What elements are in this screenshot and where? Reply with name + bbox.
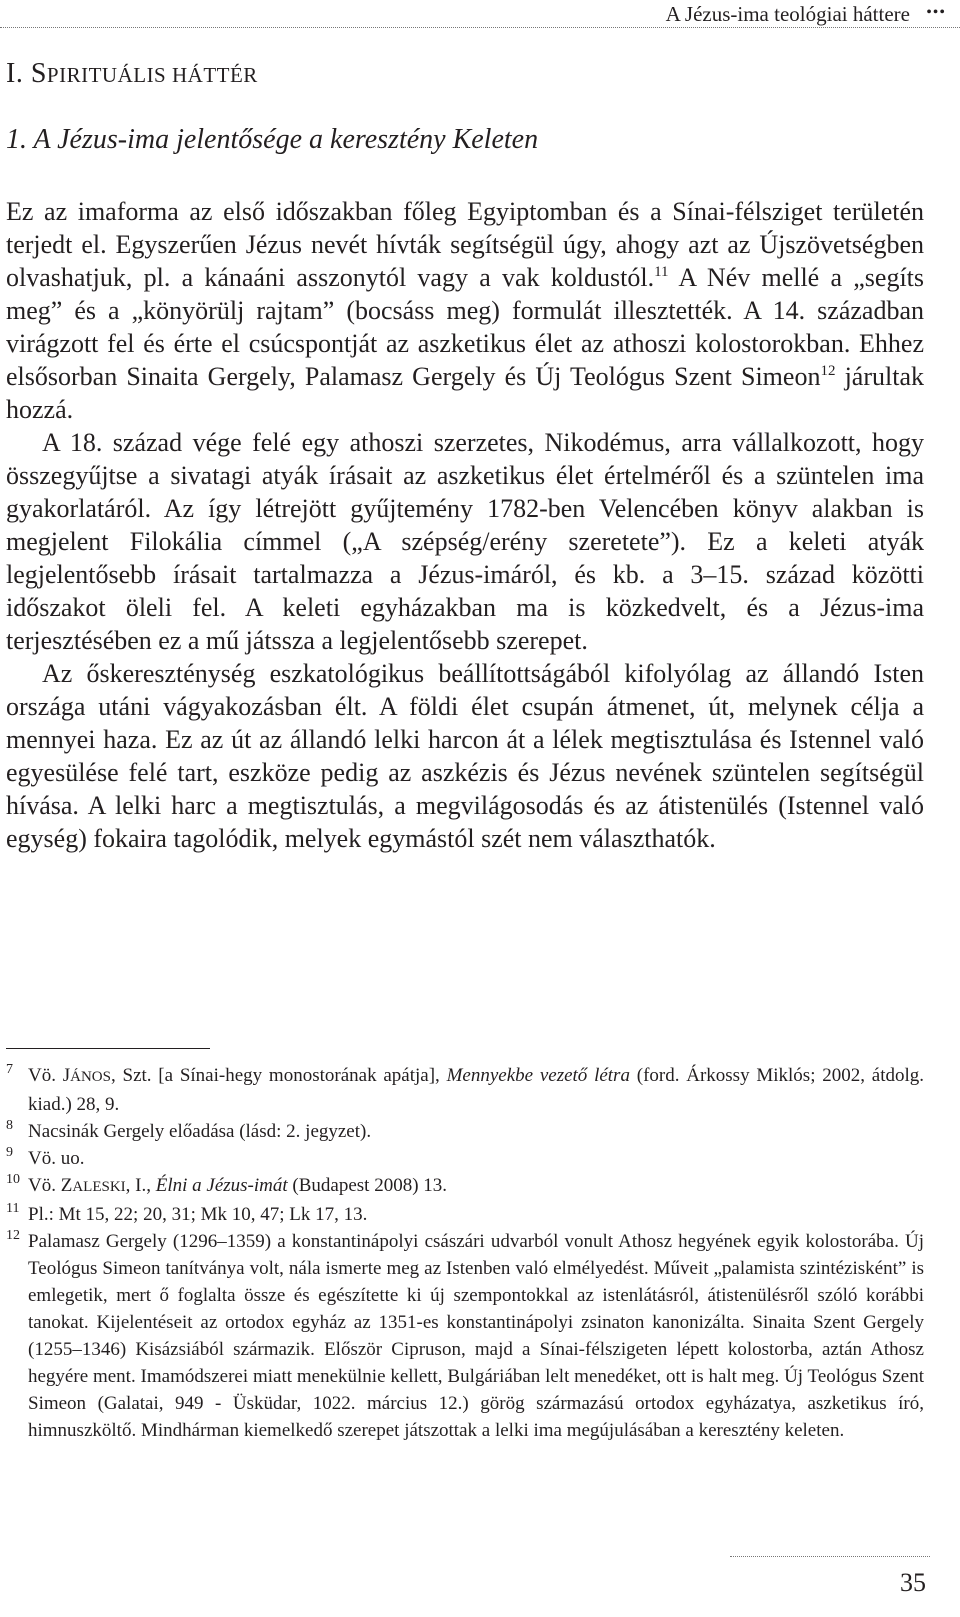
footnotes (6, 1062, 924, 1444)
footnote-text: Vö. J (28, 1065, 71, 1086)
ornament-dots-icon: ••• (926, 4, 946, 21)
footnote-number: 12 (6, 1228, 20, 1243)
footnote-9 (6, 1145, 924, 1172)
footnote-text: , I., (125, 1175, 156, 1196)
page-number-rule (730, 1556, 930, 1557)
body-text (6, 195, 924, 855)
footnote-11 (6, 1201, 924, 1228)
footnote-book-title: Mennyekbe vezető létra (446, 1065, 630, 1086)
footnote-text: Vö. Z (28, 1175, 73, 1196)
footnote-number: 11 (6, 1201, 20, 1216)
paragraph-text: A Név mellé a „segíts meg” és a „könyörülj rajtam” (bocsáss meg) formulát illesztették. A 14. században virágzott fel és érte el csúcspontját az aszketikus élet az athoszi kolostorokban. Ehhez elsősorban Sinaita Gergely, Palamasz Gergely és Új Teológus Szent Simeon (6, 263, 925, 391)
footnote-rule (6, 1048, 210, 1049)
running-head: A Jézus-ima teológiai háttere (665, 2, 910, 26)
footnote-number: 10 (6, 1172, 20, 1187)
paragraph-text: járultak hozzá. (6, 362, 924, 424)
footnote-text: , Szt. [a Sínai-hegy monostorának apátja], (110, 1065, 447, 1086)
footnote-8 (6, 1118, 924, 1145)
footnote-10 (6, 1172, 924, 1201)
footnote-text: (ford. Árkossy Miklós; 2002, átdolg. kiad.) 28, 9. (28, 1065, 925, 1115)
paragraph-2: A 18. század vége felé egy athoszi szerzetes, Nikodémus, arra vállalkozott, hogy összegyűjtse a sivatagi atyák írásait az aszketikus élet értelméről és a szüntelen ima gyakorlatáról. Az így létrejött gyűjtemény 1782-ben Velencében könyv alakban is megjelent Filokália címmel („A szépség/erény szeretete”). Ez a keleti atyák legjelentősebb írásait tartalmazza a Jézus-imáról, és kb. a 3–15. század közötti időszakot öleli fel. A keleti egyházakban ma is közkedvelt, és a Jézus-ima terjesztésében ez a mű játssza a legjelentősebb szerepet. (6, 428, 924, 655)
paragraph-text: Ez az imaforma az első időszakban főleg Egyiptomban és a Sínai-félsziget területén terjedt el. Egyszerűen Jézus nevét hívták segítségül úgy, ahogy azt az Újszövetségben olvashatjuk, pl. a kánaáni asszonytól vagy a vak koldustól. (6, 197, 924, 292)
footnote-number: 7 (6, 1062, 13, 1077)
footnote-number: 8 (6, 1118, 13, 1133)
paragraph-3: Az őskereszténység eszkatológikus beállítottságából kifolyólag az állandó Isten országa utáni vágyakozásban élt. A földi élet csupán átmenet, út, melynek célja a mennyei haza. Ez az út az állandó lelki harcon át a lélek megtisztulása és Istennel való egyesülése felé tart, eszköze pedig az aszkézis és Jézus nevének szüntelen segítségül hívása. A lelki harc a megtisztulás, a megvilágosodás és az átistenülés (Istennel való egység) fokaira tagolódik, melyek egymástól szét nem választhatók. (6, 659, 924, 853)
footnote-text: Palamasz Gergely (1296–1359) a konstantinápolyi császári udvarból vonult Athosz hegyének egyik kolostorába. Új Teológus Simeon tanítványa volt, nála ismerte meg az Istenben való elmélyedést. Műveit „palamista szintézisként” is emlegetik, mert ő foglalta össze és egészítette ki új szempontokkal az istenlátásról, átistenülésről szóló korábbi tanokat. Kijelentéseit az ortodox egyház az 1351-es konstantinápolyi zsinaton kanonizálta. Sinaita Szent Gergely (1255–1346) Kisázsiából származik. Először Cipruson, majd a Sínai-félszigeten lépett kolostorba, aztán Athosz hegyére ment. Imamódszerei miatt menekülnie kellett, Bulgáriában lelt menedéket, ott is halt meg. Új Teológus Szent Simeon (Galatai, 949 - Üsküdar, 1022. március 12.) görög származású ortodox egyházatya, aszketikus író, himnuszköltő. Mindhárman kiemelkedő szerepet játszottak a lelki ima megújulásában a keresztény keleten. (28, 1231, 924, 1441)
section-title (6, 58, 258, 90)
footnote-book-title: Élni a Jézus-imát (155, 1175, 288, 1196)
footnote-number: 9 (6, 1145, 13, 1160)
footnote-ref-11[interactable]: 11 (654, 264, 669, 280)
footnote-12 (6, 1228, 924, 1444)
header-rule (0, 27, 960, 28)
page-number: 35 (900, 1568, 926, 1597)
chapter-title: 1. A Jézus-ima jelentősége a keresztény Keleten (6, 124, 539, 155)
footnote-text: (Budapest 2008) 13. (287, 1175, 448, 1196)
section-title-smallcaps: PIRITUÁLIS HÁTTÉR (46, 63, 258, 87)
footnote-author-smallcaps: ÁNOS (70, 1069, 111, 1085)
footnote-ref-12[interactable]: 12 (820, 363, 836, 379)
footnote-text: Pl.: Mt 15, 22; 20, 31; Mk 10, 47; Lk 17, 13. (28, 1204, 368, 1225)
page-header (0, 0, 960, 32)
footnote-author-smallcaps: ALESKI (72, 1179, 126, 1195)
footnote-text: Vö. uo. (28, 1148, 85, 1169)
section-numeral: I. S (6, 58, 47, 89)
footnote-text: Nacsinák Gergely előadása (lásd: 2. jegyzet). (28, 1121, 372, 1142)
paragraph-1 (6, 195, 924, 426)
footnote-7 (6, 1062, 924, 1118)
